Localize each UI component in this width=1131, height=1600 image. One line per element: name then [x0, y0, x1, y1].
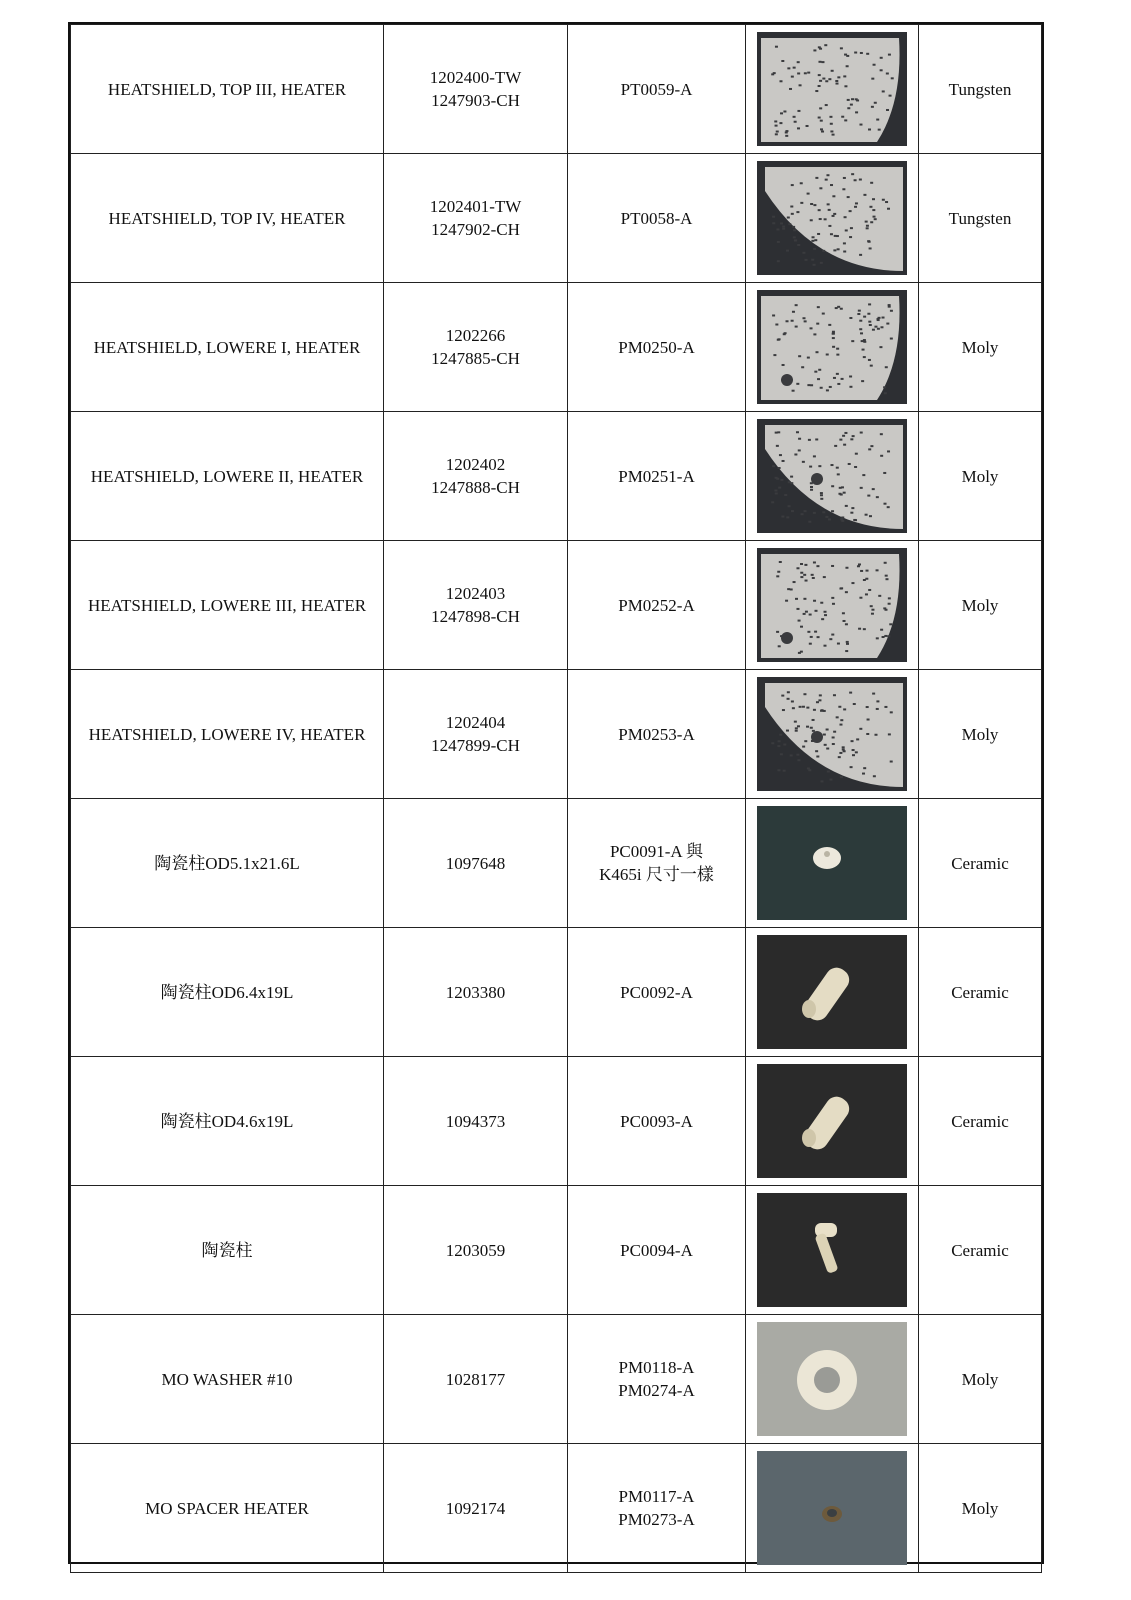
part-code: PM0274-A [618, 1381, 695, 1400]
ceramic-post-photo [757, 1193, 907, 1307]
part-name: HEATSHIELD, LOWERE II, HEATER [71, 412, 384, 541]
spacer-photo [757, 1451, 907, 1565]
part-number: 1028177 [445, 1369, 506, 1389]
photo-cell [746, 154, 919, 283]
table-row [71, 412, 1042, 541]
part-code-cell [568, 1186, 746, 1315]
photo-cell [746, 25, 919, 154]
part-code: PT0058-A [620, 208, 693, 228]
parts-sheet [68, 22, 1044, 1564]
material: Moly [919, 1315, 1042, 1444]
part-number-cell [384, 283, 568, 412]
part-number-cell [384, 799, 568, 928]
material: Ceramic [919, 928, 1042, 1057]
material: Tungsten [919, 25, 1042, 154]
part-name: HEATSHIELD, LOWERE III, HEATER [71, 541, 384, 670]
material: Moly [919, 670, 1042, 799]
part-code-cell [568, 541, 746, 670]
material: Moly [919, 1444, 1042, 1573]
part-number: 1202404 [445, 713, 506, 732]
part-number-cell [384, 541, 568, 670]
part-code-cell [568, 25, 746, 154]
photo-cell [746, 1315, 919, 1444]
material: Moly [919, 541, 1042, 670]
table-row [71, 1444, 1042, 1573]
part-code: PM0251-A [618, 466, 695, 486]
table-row [71, 25, 1042, 154]
part-code: PM0273-A [618, 1510, 695, 1529]
part-name: 陶瓷柱OD4.6x19L [71, 1057, 384, 1186]
photo-cell [746, 670, 919, 799]
part-code-cell [568, 283, 746, 412]
part-name: MO WASHER #10 [71, 1315, 384, 1444]
part-number: 1247903-CH [431, 91, 520, 110]
part-name: HEATSHIELD, TOP III, HEATER [71, 25, 384, 154]
part-number: 1247899-CH [431, 736, 520, 755]
part-number: 1202266 [445, 326, 506, 345]
table-row [71, 1315, 1042, 1444]
part-number: 1094373 [445, 1111, 506, 1131]
photo-cell [746, 1057, 919, 1186]
part-number: 1097648 [445, 853, 506, 873]
table-row [71, 283, 1042, 412]
perforated-quarter-shield-photo [757, 32, 907, 146]
part-number: 1247885-CH [431, 349, 520, 368]
part-number: 1203059 [445, 1240, 506, 1260]
photo-cell [746, 412, 919, 541]
part-number: 1247888-CH [431, 478, 520, 497]
part-code: PM0117-A [618, 1487, 695, 1506]
part-number: 1247898-CH [431, 607, 520, 626]
material: Ceramic [919, 1057, 1042, 1186]
table-row [71, 799, 1042, 928]
part-code: PC0092-A [620, 982, 693, 1002]
perforated-quarter-shield-photo [757, 161, 907, 275]
part-code-cell [568, 1444, 746, 1573]
part-name: 陶瓷柱OD5.1x21.6L [71, 799, 384, 928]
part-number: 1247902-CH [431, 220, 520, 239]
table-row [71, 154, 1042, 283]
ceramic-post-photo [757, 806, 907, 920]
part-code-cell [568, 1057, 746, 1186]
perforated-quarter-shield-photo [757, 677, 907, 791]
material: Moly [919, 283, 1042, 412]
perforated-quarter-shield-photo [757, 290, 907, 404]
photo-cell [746, 799, 919, 928]
ceramic-post-photo [757, 1064, 907, 1178]
part-name: HEATSHIELD, TOP IV, HEATER [71, 154, 384, 283]
washer-photo [757, 1322, 907, 1436]
part-name: 陶瓷柱OD6.4x19L [71, 928, 384, 1057]
photo-cell [746, 928, 919, 1057]
part-number-cell [384, 154, 568, 283]
part-number-cell [384, 412, 568, 541]
part-number: 1202401-TW [429, 197, 522, 216]
part-number: 1202400-TW [429, 68, 522, 87]
table-row [71, 1186, 1042, 1315]
part-code: PM0250-A [618, 337, 695, 357]
part-code: PT0059-A [620, 79, 693, 99]
table-row [71, 541, 1042, 670]
table-row [71, 670, 1042, 799]
part-code-cell [568, 154, 746, 283]
perforated-quarter-shield-photo [757, 419, 907, 533]
part-number-cell [384, 25, 568, 154]
part-code: K465i 尺寸一樣 [599, 865, 714, 884]
part-code-cell [568, 1315, 746, 1444]
part-number-cell [384, 670, 568, 799]
part-code-cell [568, 799, 746, 928]
part-code: PM0118-A [618, 1358, 695, 1377]
part-number: 1202403 [445, 584, 506, 603]
photo-cell [746, 1186, 919, 1315]
material: Tungsten [919, 154, 1042, 283]
part-number: 1203380 [445, 982, 506, 1002]
part-code-cell [568, 670, 746, 799]
part-name: 陶瓷柱 [71, 1186, 384, 1315]
part-name: MO SPACER HEATER [71, 1444, 384, 1573]
part-name: HEATSHIELD, LOWERE I, HEATER [71, 283, 384, 412]
part-number-cell [384, 1315, 568, 1444]
part-code-cell [568, 412, 746, 541]
material: Ceramic [919, 799, 1042, 928]
part-number-cell [384, 928, 568, 1057]
part-code: PC0094-A [620, 1240, 693, 1260]
material: Ceramic [919, 1186, 1042, 1315]
part-code: PC0091-A 與 [609, 842, 704, 861]
part-number: 1092174 [445, 1498, 506, 1518]
part-code: PC0093-A [620, 1111, 693, 1131]
perforated-quarter-shield-photo [757, 548, 907, 662]
material: Moly [919, 412, 1042, 541]
part-number-cell [384, 1186, 568, 1315]
table-row [71, 1057, 1042, 1186]
part-number-cell [384, 1444, 568, 1573]
ceramic-post-photo [757, 935, 907, 1049]
part-number-cell [384, 1057, 568, 1186]
table-row [71, 928, 1042, 1057]
part-name: HEATSHIELD, LOWERE IV, HEATER [71, 670, 384, 799]
part-code: PM0252-A [618, 595, 695, 615]
part-number: 1202402 [445, 455, 506, 474]
photo-cell [746, 1444, 919, 1573]
part-code-cell [568, 928, 746, 1057]
photo-cell [746, 541, 919, 670]
photo-cell [746, 283, 919, 412]
parts-table [70, 24, 1042, 1573]
part-code: PM0253-A [618, 724, 695, 744]
